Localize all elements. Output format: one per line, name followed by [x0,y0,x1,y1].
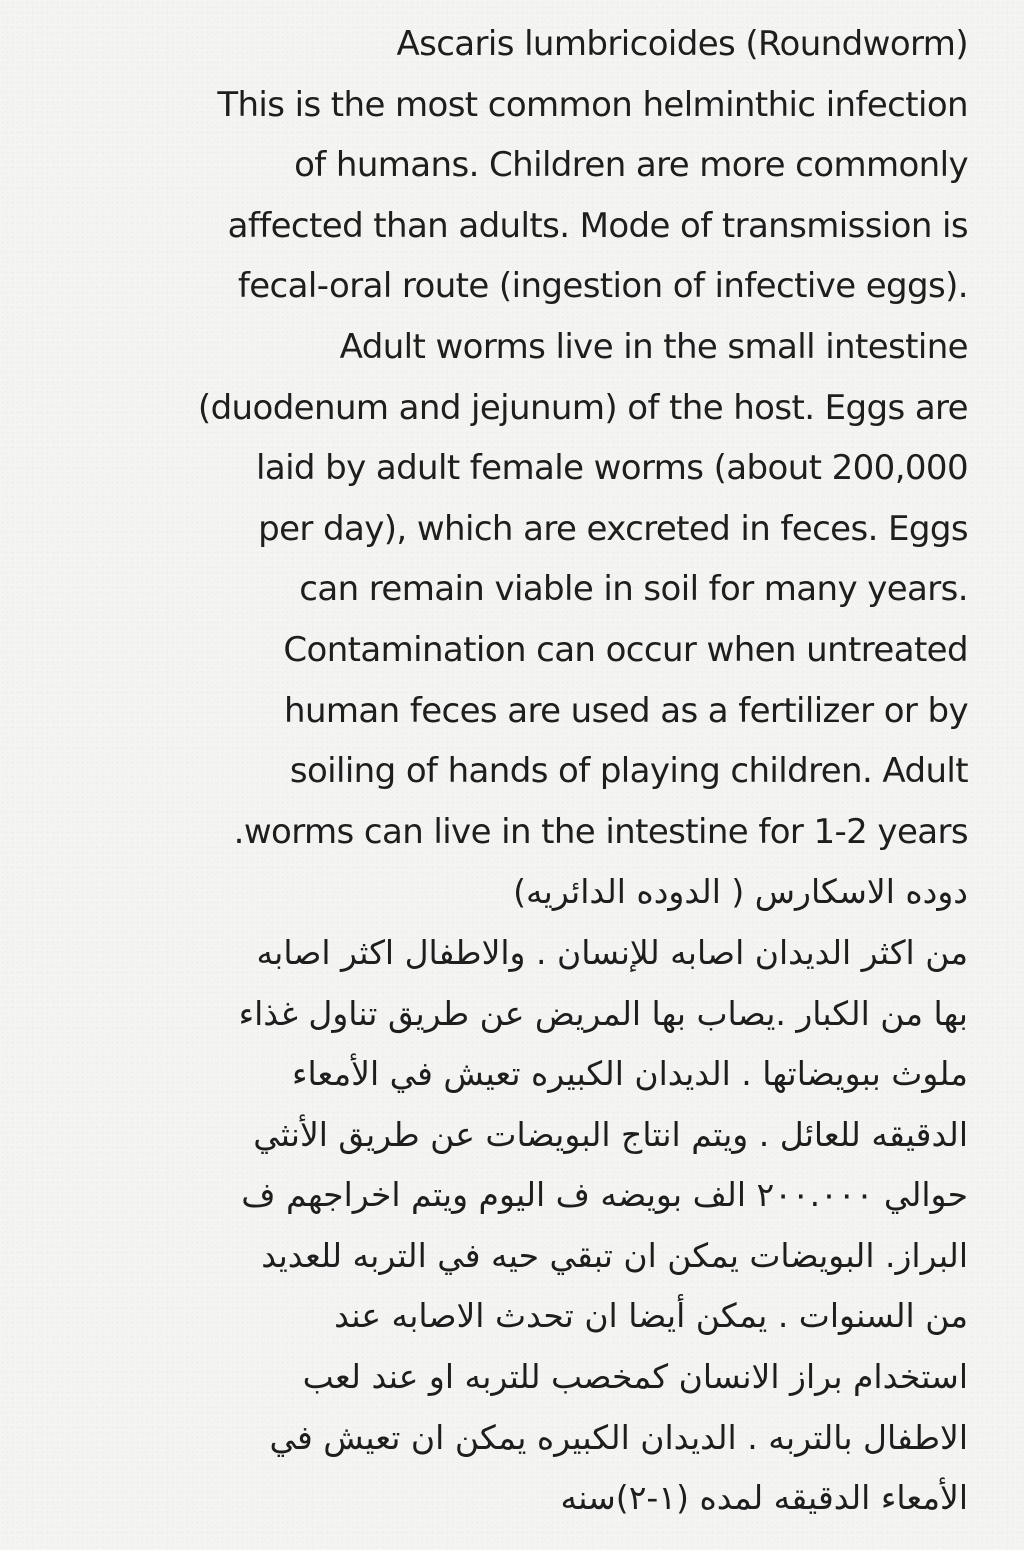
english-line: (duodenum and jejunum) of the host. Eggs are [197,387,968,428]
arabic-line: من السنوات . يمكن أيضا ان تحدث الاصابه عند [334,1296,968,1336]
english-line: Adult worms live in the small intestine [339,326,968,367]
english-line: laid by adult female worms (about 200,000 [256,448,968,489]
english-line: per day), which are excreted in feces. Eggs [258,508,968,549]
english-line: soiling of hands of playing children. Adult [289,751,968,792]
arabic-line: الاطفال بالتربه . الديدان الكبيره يمكن ان تعيش في [269,1417,968,1457]
english-line: affected than adults. Mode of transmission is [227,205,968,246]
arabic-line: الدقيقه للعائل . ويتم انتاج البويضات عن طريق الأنثي [253,1114,968,1154]
english-line: of humans. Children are more commonly [294,145,968,186]
arabic-line: ملوث ببويضاتها . الديدان الكبيره تعيش في الأمعاء [291,1054,968,1094]
english-title: Ascaris lumbricoides (Roundworm) [396,24,968,64]
english-line: Contamination can occur when untreated [283,629,968,670]
arabic-line: حوالي ٢٠٠.٠٠٠ الف بويضه ف اليوم ويتم اخراجهم ف [241,1175,968,1215]
note-body [0,14,1024,1529]
arabic-line: الأمعاء الدقيقه لمده (١-٢)سنه [560,1478,968,1518]
arabic-title: دوده الاسكارس ( الدوده الدائريه) [513,872,968,912]
arabic-line: بها من الكبار .يصاب بها المريض عن طريق تناول غذاء [238,993,968,1033]
arabic-line: من اكثر الديدان اصابه للإنسان . والاطفال اكثر اصابه [256,932,968,972]
arabic-line: استخدام براز الانسان كمخصب للتربه او عند لعب [302,1357,968,1397]
english-line: fecal-oral route (ingestion of infective eggs). [237,266,968,307]
english-line: human feces are used as a fertilizer or by [284,690,968,731]
arabic-line: البراز. البويضات يمكن ان تبقي حيه في التربه للعديد [261,1235,968,1275]
english-line: .worms can live in the intestine for 1-2 years [233,811,968,852]
english-line: can remain viable in soil for many years. [299,569,968,610]
english-line: This is the most common helminthic infection [217,84,968,125]
